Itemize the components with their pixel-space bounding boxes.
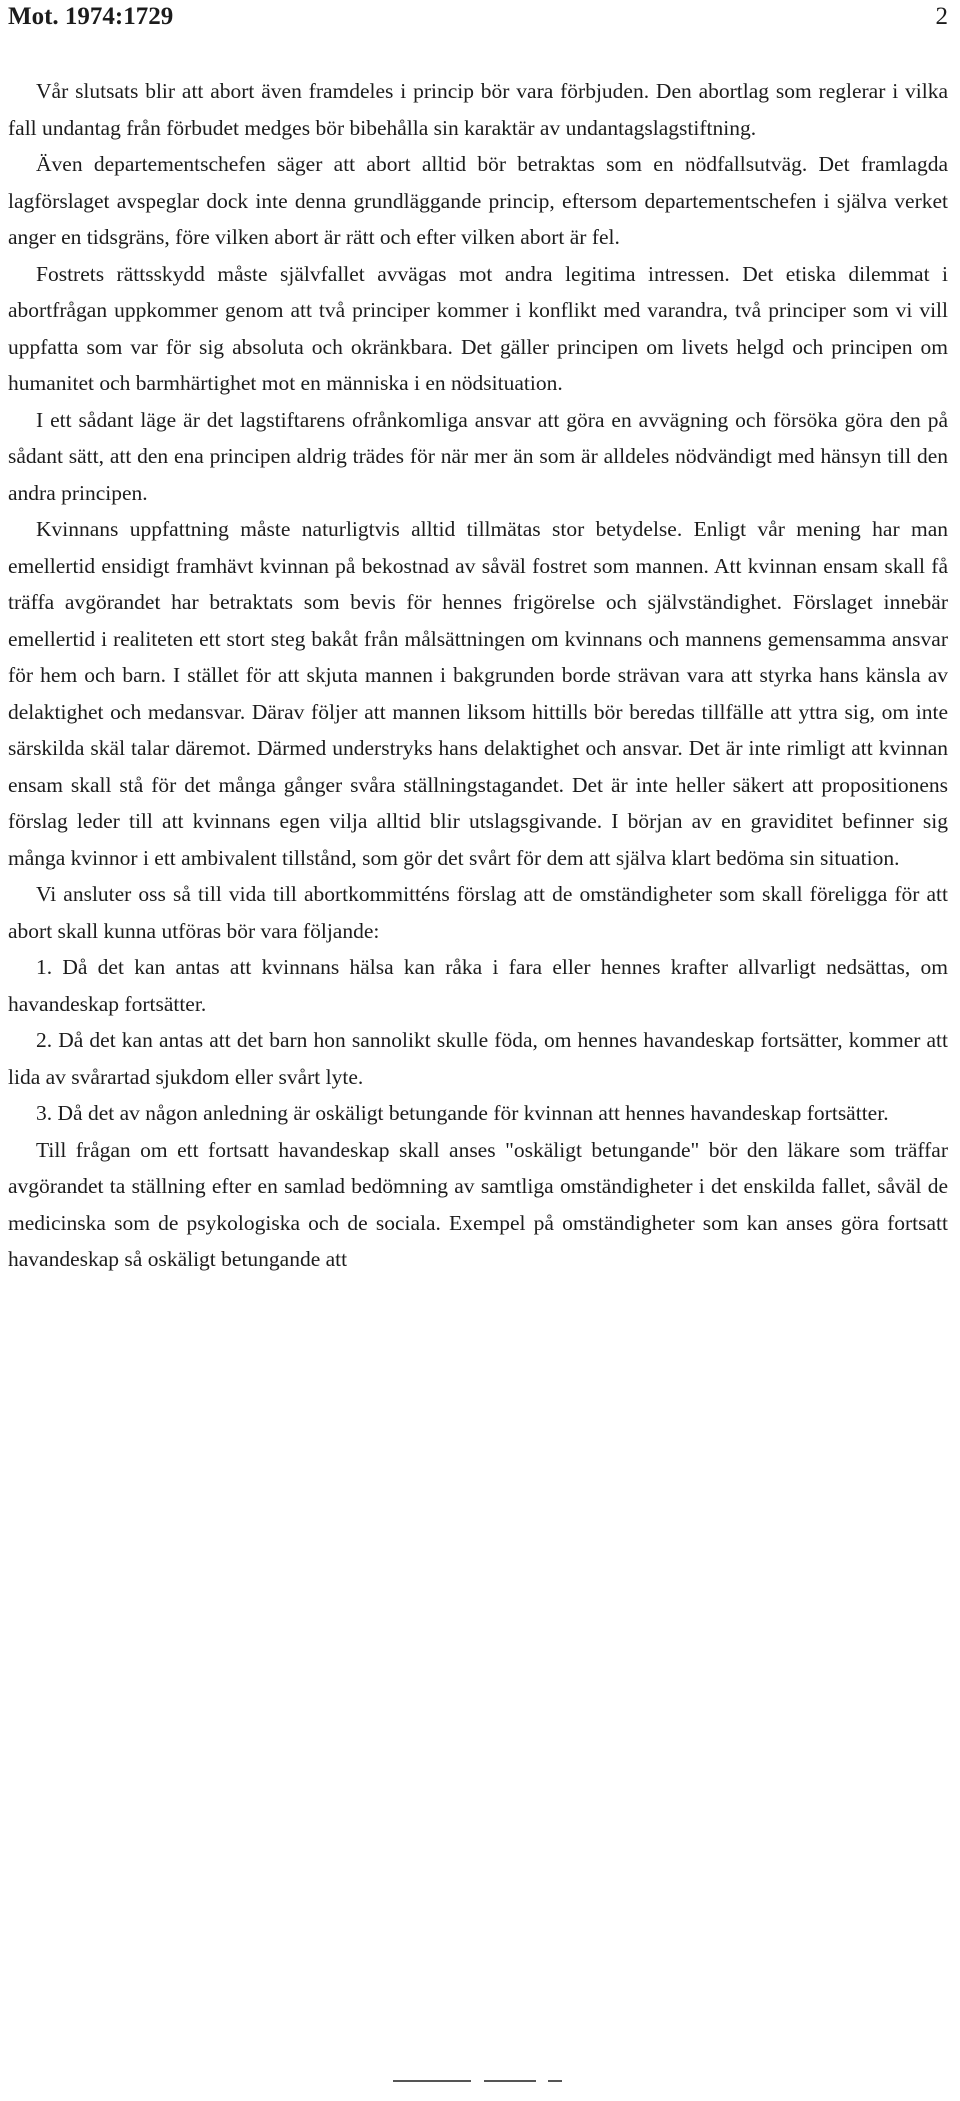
footer-rule — [484, 2080, 536, 2082]
list-item: 3. Då det av någon anledning är oskäligt betungande för kvinnan att hennes havandeskap fortsätter. — [36, 1101, 889, 1125]
page-number: 2 — [935, 3, 948, 30]
paragraph: Vår slutsats blir att abort även framdeles i princip bör vara förbjuden. Den abortlag som reglerar i vilka fall undantag från förbudet medges bör bibehålla sin karaktär av undantagslagstiftning. — [8, 79, 948, 140]
paragraph: Även departementschefen säger att abort alltid bör betraktas som en nödfallsutväg. Det framlagda lagförslaget avspeglar dock inte denna grundläggande princip, eftersom departementschefen i själva verket anger en tidsgräns, före vilken abort är rätt och efter vilken abort är fel. — [8, 152, 948, 249]
document-reference: Mot. 1974:1729 — [8, 3, 174, 30]
body-text — [8, 73, 948, 1278]
paragraph: Kvinnans uppfattning måste naturligtvis alltid tillmätas stor betydelse. Enligt vår mening har man emellertid ensidigt framhävt kvinnan på bekostnad av såväl fostret som mannen. Att kvinnan ensam skall få träffa avgörandet har betraktats som bevis för hennes frigörelse och självständighet. Förslaget innebär emellertid i realiteten ett stort steg bakåt från målsättningen om kvinnans och mannens gemensamma ansvar för hem och barn. I stället för att skjuta mannen i bakgrunden borde strävan vara att styrka hans känsla av delaktighet och medansvar. Därav följer att mannen liksom hittills bör beredas tillfälle att yttra sig, om inte särskilda skäl talar däremot. Därmed understryks hans delaktighet och ansvar. Det är inte rimligt att kvinnan ensam skall stå för det många gånger svåra ställningstagandet. Det är inte heller säkert att propositionens förslag leder till att kvinnans egen vilja alltid blir utslagsgivande. I början av en graviditet befinner sig många kvinnor i ett ambivalent tillstånd, som gör det svårt för dem att själva klart bedöma sin situation. — [8, 517, 948, 870]
list-item: 2. Då det kan antas att det barn hon sannolikt skulle föda, om hennes havandeskap fortsätter, kommer att lida av svårartad sjukdom eller svårt lyte. — [8, 1028, 948, 1089]
paragraph: Till frågan om ett fortsatt havandeskap skall anses "oskäligt betungande" bör den läkare som träffar avgörandet ta ställning efter en samlad bedömning av samtliga omständigheter i det enskilda fallet, såväl de medicinska som de psykologiska och de sociala. Exempel på omständigheter som kan anses göra fortsatt havandeskap så oskäligt betungande att — [8, 1137, 948, 1271]
list-item: 1. Då det kan antas att kvinnans hälsa kan råka i fara eller hennes krafter allvarligt nedsättas, om havandeskap fortsätter. — [8, 955, 948, 1016]
paragraph: Fostrets rättsskydd måste självfallet avvägas mot andra legitima intressen. Det etiska dilemmat i abortfrågan uppkommer genom att två principer kommer i konflikt med varandra, två principer som vi vill uppfatta som var för sig absoluta och okränkbara. Det gäller principen om livets helgd och principen om humanitet och barmhärtighet mot en människa i en nödsituation. — [8, 261, 948, 395]
paragraph: I ett sådant läge är det lagstiftarens ofrånkomliga ansvar att göra en avvägning och försöka göra den på sådant sätt, att den ena principen aldrig trädes för när mer än som är alldeles nödvändigt med hänsyn till den andra principen. — [8, 407, 948, 505]
paragraph: Vi ansluter oss så till vida till abortkommitténs förslag att de omständigheter som skall föreligga för att abort skall kunna utföras bör vara följande: — [8, 882, 948, 943]
footer-rule — [393, 2080, 471, 2082]
footer-rule — [548, 2080, 562, 2082]
page-header — [8, 2, 948, 36]
